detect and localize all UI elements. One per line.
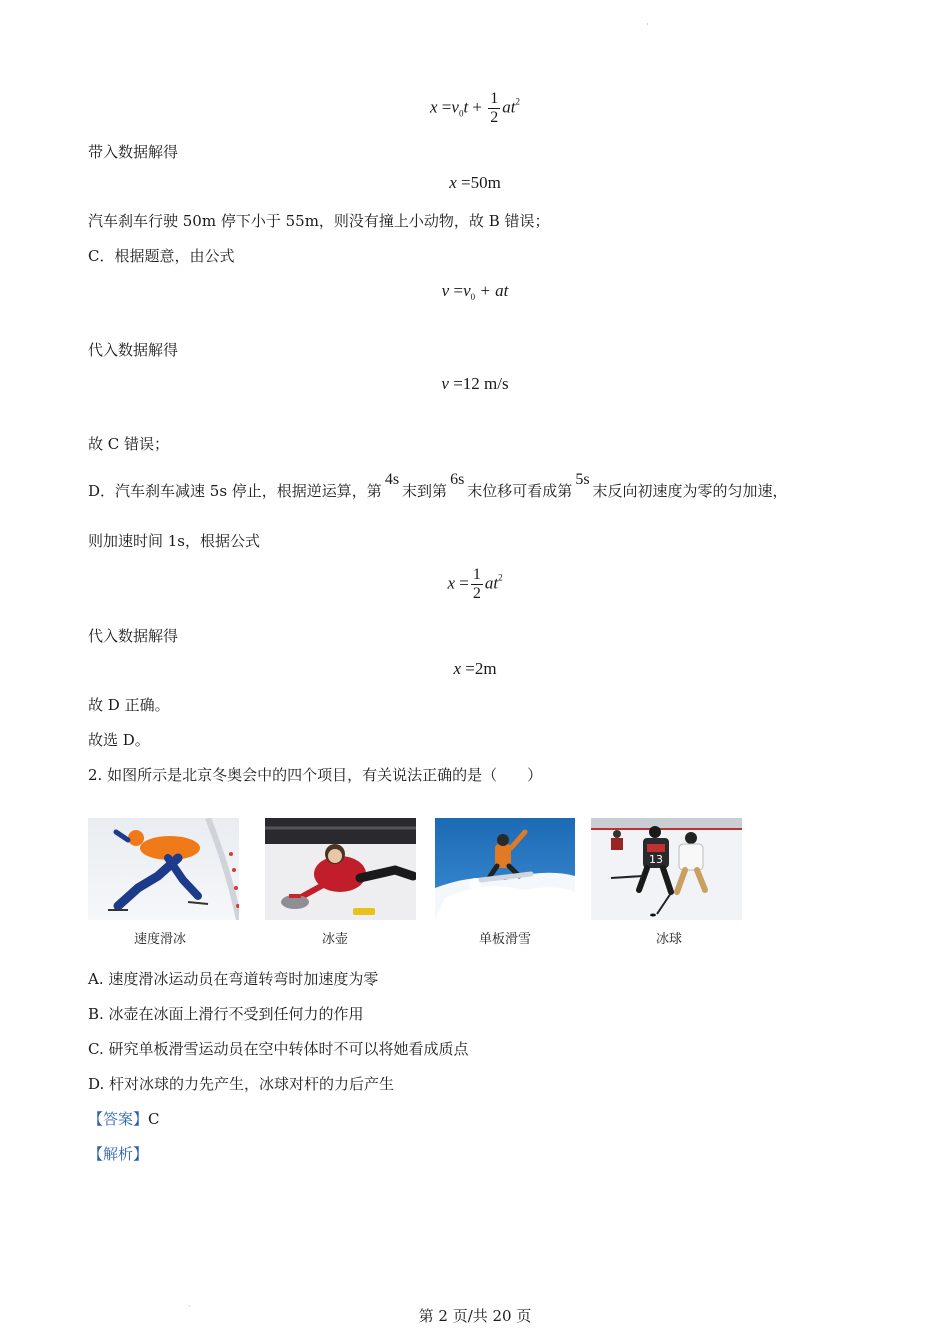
- formula6-lhs: x: [453, 659, 461, 678]
- formula1-den: 2: [490, 109, 499, 126]
- option-d: D. 杆对冰球的力先产生，冰球对杆的力后产生: [88, 1075, 395, 1093]
- line-d-conclusion: 故 D 正确。: [88, 696, 170, 714]
- formula5-exp: 2: [498, 572, 503, 583]
- line-c-intro: C．根据题意，由公式: [88, 247, 235, 265]
- formula-accel-displacement: [0, 566, 950, 603]
- line-d-part1: D．汽车刹车减速 5s 停止，根据逆运算，第: [88, 482, 382, 500]
- corner-mark-top: ·: [646, 20, 649, 29]
- formula6-rhs: =2m: [465, 659, 497, 678]
- snowboarding-photo: [435, 818, 575, 920]
- formula2-rhs: =50m: [460, 173, 501, 192]
- line-d-part2: 末到第: [402, 482, 448, 500]
- line-d2: 则加速时间 1s，根据公式: [88, 532, 261, 550]
- line-substitute-2: 代入数据解得: [88, 341, 179, 359]
- option-c: C. 研究单板滑雪运动员在空中转体时不可以将她看成质点: [88, 1040, 469, 1058]
- option-a: A. 速度滑冰运动员在弯道转弯时加速度为零: [88, 970, 379, 988]
- caption-ice-hockey: 冰球: [655, 932, 682, 947]
- analysis-label: 【解析】: [88, 1145, 149, 1163]
- formula-result-50m: [0, 172, 950, 194]
- formula-displacement: [0, 90, 950, 127]
- analysis-line: [88, 1144, 148, 1164]
- formula5-eq: =: [459, 573, 469, 593]
- answer-label: 【答案】: [88, 1110, 149, 1128]
- formula4-rhs: =12 m/s: [453, 374, 509, 393]
- line-d-time-4s: 4s: [384, 471, 400, 488]
- answer-line: [88, 1109, 160, 1129]
- formula3-lhs: v: [441, 281, 450, 300]
- caption-curling: 冰壶: [321, 932, 348, 947]
- formula4-lhs: v: [441, 374, 449, 393]
- formula-result-2m: [0, 658, 950, 680]
- formula1-at: at: [502, 97, 516, 117]
- line-d-time-6s: 6s: [450, 471, 465, 488]
- formula5-at: at: [484, 573, 499, 593]
- answer-value: C: [148, 1110, 160, 1128]
- formula1-v: v: [451, 97, 459, 117]
- option-b: B. 冰壶在冰面上滑行不受到任何力的作用: [88, 1005, 364, 1023]
- caption-snowboarding: 单板滑雪: [478, 932, 531, 947]
- formula1-t: t: [463, 97, 469, 117]
- formula1-num: 1: [490, 90, 499, 107]
- formula5-lhs: x: [447, 573, 455, 593]
- line-d-part3: 末位移可看成第: [467, 482, 573, 500]
- formula-velocity: [0, 280, 950, 308]
- formula3-v: v: [463, 281, 471, 300]
- line-substitute-1: 带入数据解得: [88, 143, 179, 161]
- ice-hockey-photo: [591, 818, 742, 920]
- line-b-conclusion: 汽车刹车行驶 50m 停下小于 55m，则没有撞上小动物，故 B 错误；: [88, 212, 550, 230]
- formula1-lhs: x: [430, 97, 438, 117]
- line-substitute-3: 代入数据解得: [88, 627, 179, 645]
- formula3-vsub: 0: [470, 292, 476, 302]
- caption-speed-skating: 速度滑冰: [133, 932, 186, 947]
- line-d-statement: [88, 471, 788, 502]
- corner-mark-bottom: ·: [188, 1302, 191, 1311]
- line-c-conclusion: 故 C 错误；: [88, 435, 170, 453]
- svg-text:13: 13: [649, 853, 663, 866]
- formula3-eq: =: [453, 281, 464, 300]
- formula5-num: 1: [472, 566, 481, 583]
- page-footer: 第 2 页/共 20 页: [418, 1307, 532, 1325]
- formula5-den: 2: [472, 585, 481, 602]
- formula1-plus: +: [472, 97, 483, 117]
- formula-result-12ms: [0, 373, 950, 395]
- formula1-exp: 2: [515, 96, 520, 107]
- formula2-lhs: x: [449, 173, 457, 192]
- formula1-fraction: [488, 90, 500, 127]
- formula1-vsub: 0: [458, 108, 464, 119]
- question-2: 2. 如图所示是北京冬奥会中的四个项目，有关说法正确的是（ ）: [88, 766, 543, 784]
- line-choice: 故选 D。: [88, 731, 150, 749]
- formula5-fraction: [471, 566, 483, 603]
- curling-photo: [265, 818, 416, 920]
- formula3-rest: + at: [479, 281, 509, 300]
- formula1-eq: =: [441, 97, 452, 117]
- speed-skating-photo: [88, 818, 239, 920]
- line-d-time-5s: 5s: [575, 471, 590, 488]
- line-d-part4: 末反向初速度为零的匀加速，: [592, 482, 788, 500]
